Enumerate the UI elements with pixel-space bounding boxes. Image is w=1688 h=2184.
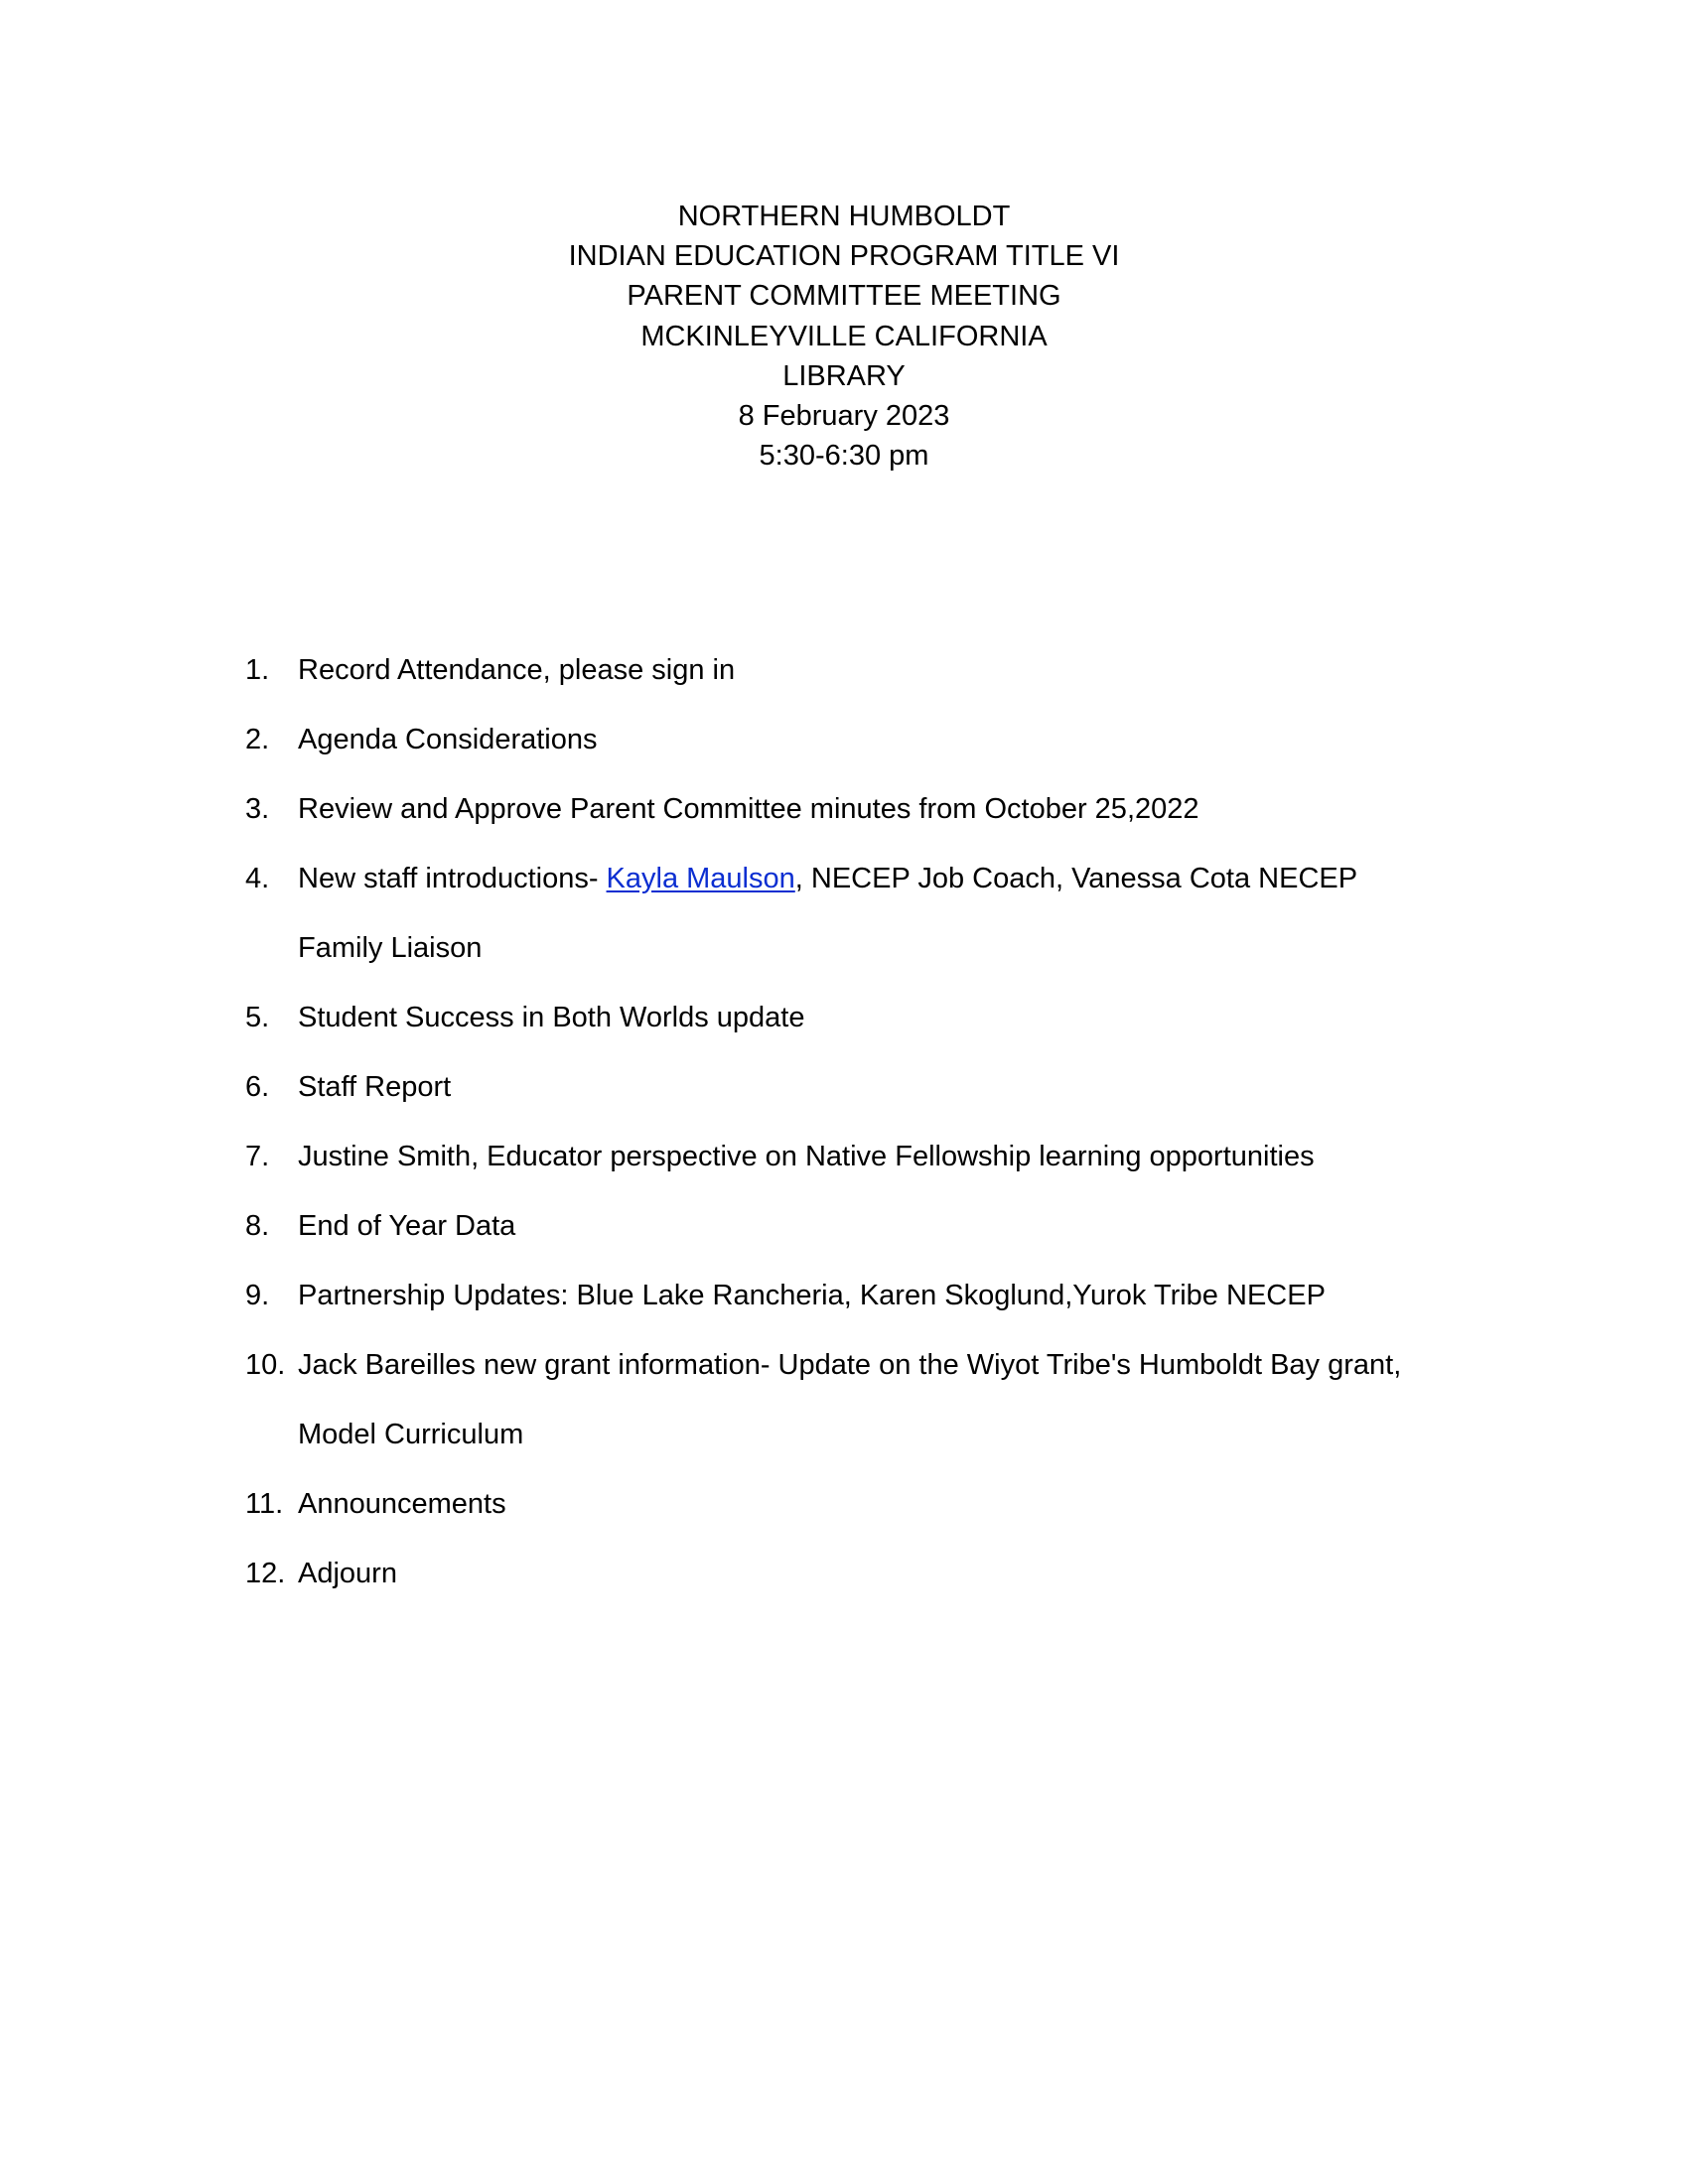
agenda-text: Student Success in Both Worlds update <box>298 1002 805 1033</box>
agenda-text-continuation: Family Liaison <box>298 932 483 964</box>
agenda-item-6 <box>245 1052 1536 1122</box>
agenda-text: Agenda Considerations <box>298 724 598 755</box>
agenda-item-10 <box>245 1330 1536 1469</box>
agenda-text: Partnership Updates: Blue Lake Rancheria, Karen Skoglund,Yurok Tribe NECEP <box>298 1280 1326 1311</box>
agenda-number: 2. <box>245 724 270 755</box>
agenda-number: 8. <box>245 1210 270 1242</box>
agenda-item-8 <box>245 1191 1536 1261</box>
agenda-text: Review and Approve Parent Committee minutes from October 25,2022 <box>298 793 1199 825</box>
agenda-number: 4. <box>245 863 270 894</box>
agenda-text: Justine Smith, Educator perspective on Native Fellowship learning opportunities <box>298 1141 1315 1172</box>
agenda-item-11 <box>245 1469 1536 1539</box>
document-header <box>0 197 1688 476</box>
agenda-text: Record Attendance, please sign in <box>298 654 736 686</box>
header-venue: LIBRARY <box>782 359 906 392</box>
header-city: MCKINLEYVILLE CALIFORNIA <box>640 320 1048 352</box>
agenda-item-2 <box>245 705 1536 774</box>
agenda-item-7 <box>245 1122 1536 1191</box>
header-date: 8 February 2023 <box>738 400 950 433</box>
agenda-number: 12. <box>245 1558 286 1589</box>
header-organization: NORTHERN HUMBOLDT <box>677 201 1011 232</box>
agenda-number: 6. <box>245 1071 270 1103</box>
agenda-text: Staff Report <box>298 1071 452 1103</box>
agenda-item-5 <box>245 983 1536 1052</box>
agenda-number: 11. <box>245 1488 284 1520</box>
agenda-item-1 <box>245 635 1536 705</box>
agenda-item-9 <box>245 1261 1536 1330</box>
agenda-item-4 <box>245 844 1536 983</box>
agenda-number: 5. <box>245 1002 270 1033</box>
agenda-number: 1. <box>245 654 270 686</box>
agenda-text: Jack Bareilles new grant information- Update on the Wiyot Tribe's Humboldt Bay grant, <box>298 1349 1402 1381</box>
staff-name-link[interactable]: Kayla Maulson <box>606 863 795 894</box>
agenda-text: End of Year Data <box>298 1210 516 1242</box>
agenda-list <box>245 635 1536 1608</box>
header-meeting-title: PARENT COMMITTEE MEETING <box>627 280 1061 313</box>
header-time: 5:30-6:30 pm <box>759 440 929 473</box>
agenda-number: 10. <box>245 1349 286 1381</box>
header-program: INDIAN EDUCATION PROGRAM TITLE VI <box>568 240 1120 273</box>
agenda-number: 9. <box>245 1280 270 1311</box>
agenda-number: 7. <box>245 1141 270 1172</box>
agenda-text-after-link: , NECEP Job Coach, Vanessa Cota NECEP <box>794 863 1358 894</box>
agenda-text: Adjourn <box>298 1558 397 1589</box>
agenda-text-before-link: New staff introductions- <box>298 863 607 894</box>
agenda-number: 3. <box>245 793 270 825</box>
agenda-text-line <box>298 844 1536 913</box>
agenda-text-continuation: Model Curriculum <box>298 1419 524 1450</box>
agenda-item-3 <box>245 774 1536 844</box>
agenda-text: Announcements <box>298 1488 506 1520</box>
agenda-item-12 <box>245 1539 1536 1608</box>
